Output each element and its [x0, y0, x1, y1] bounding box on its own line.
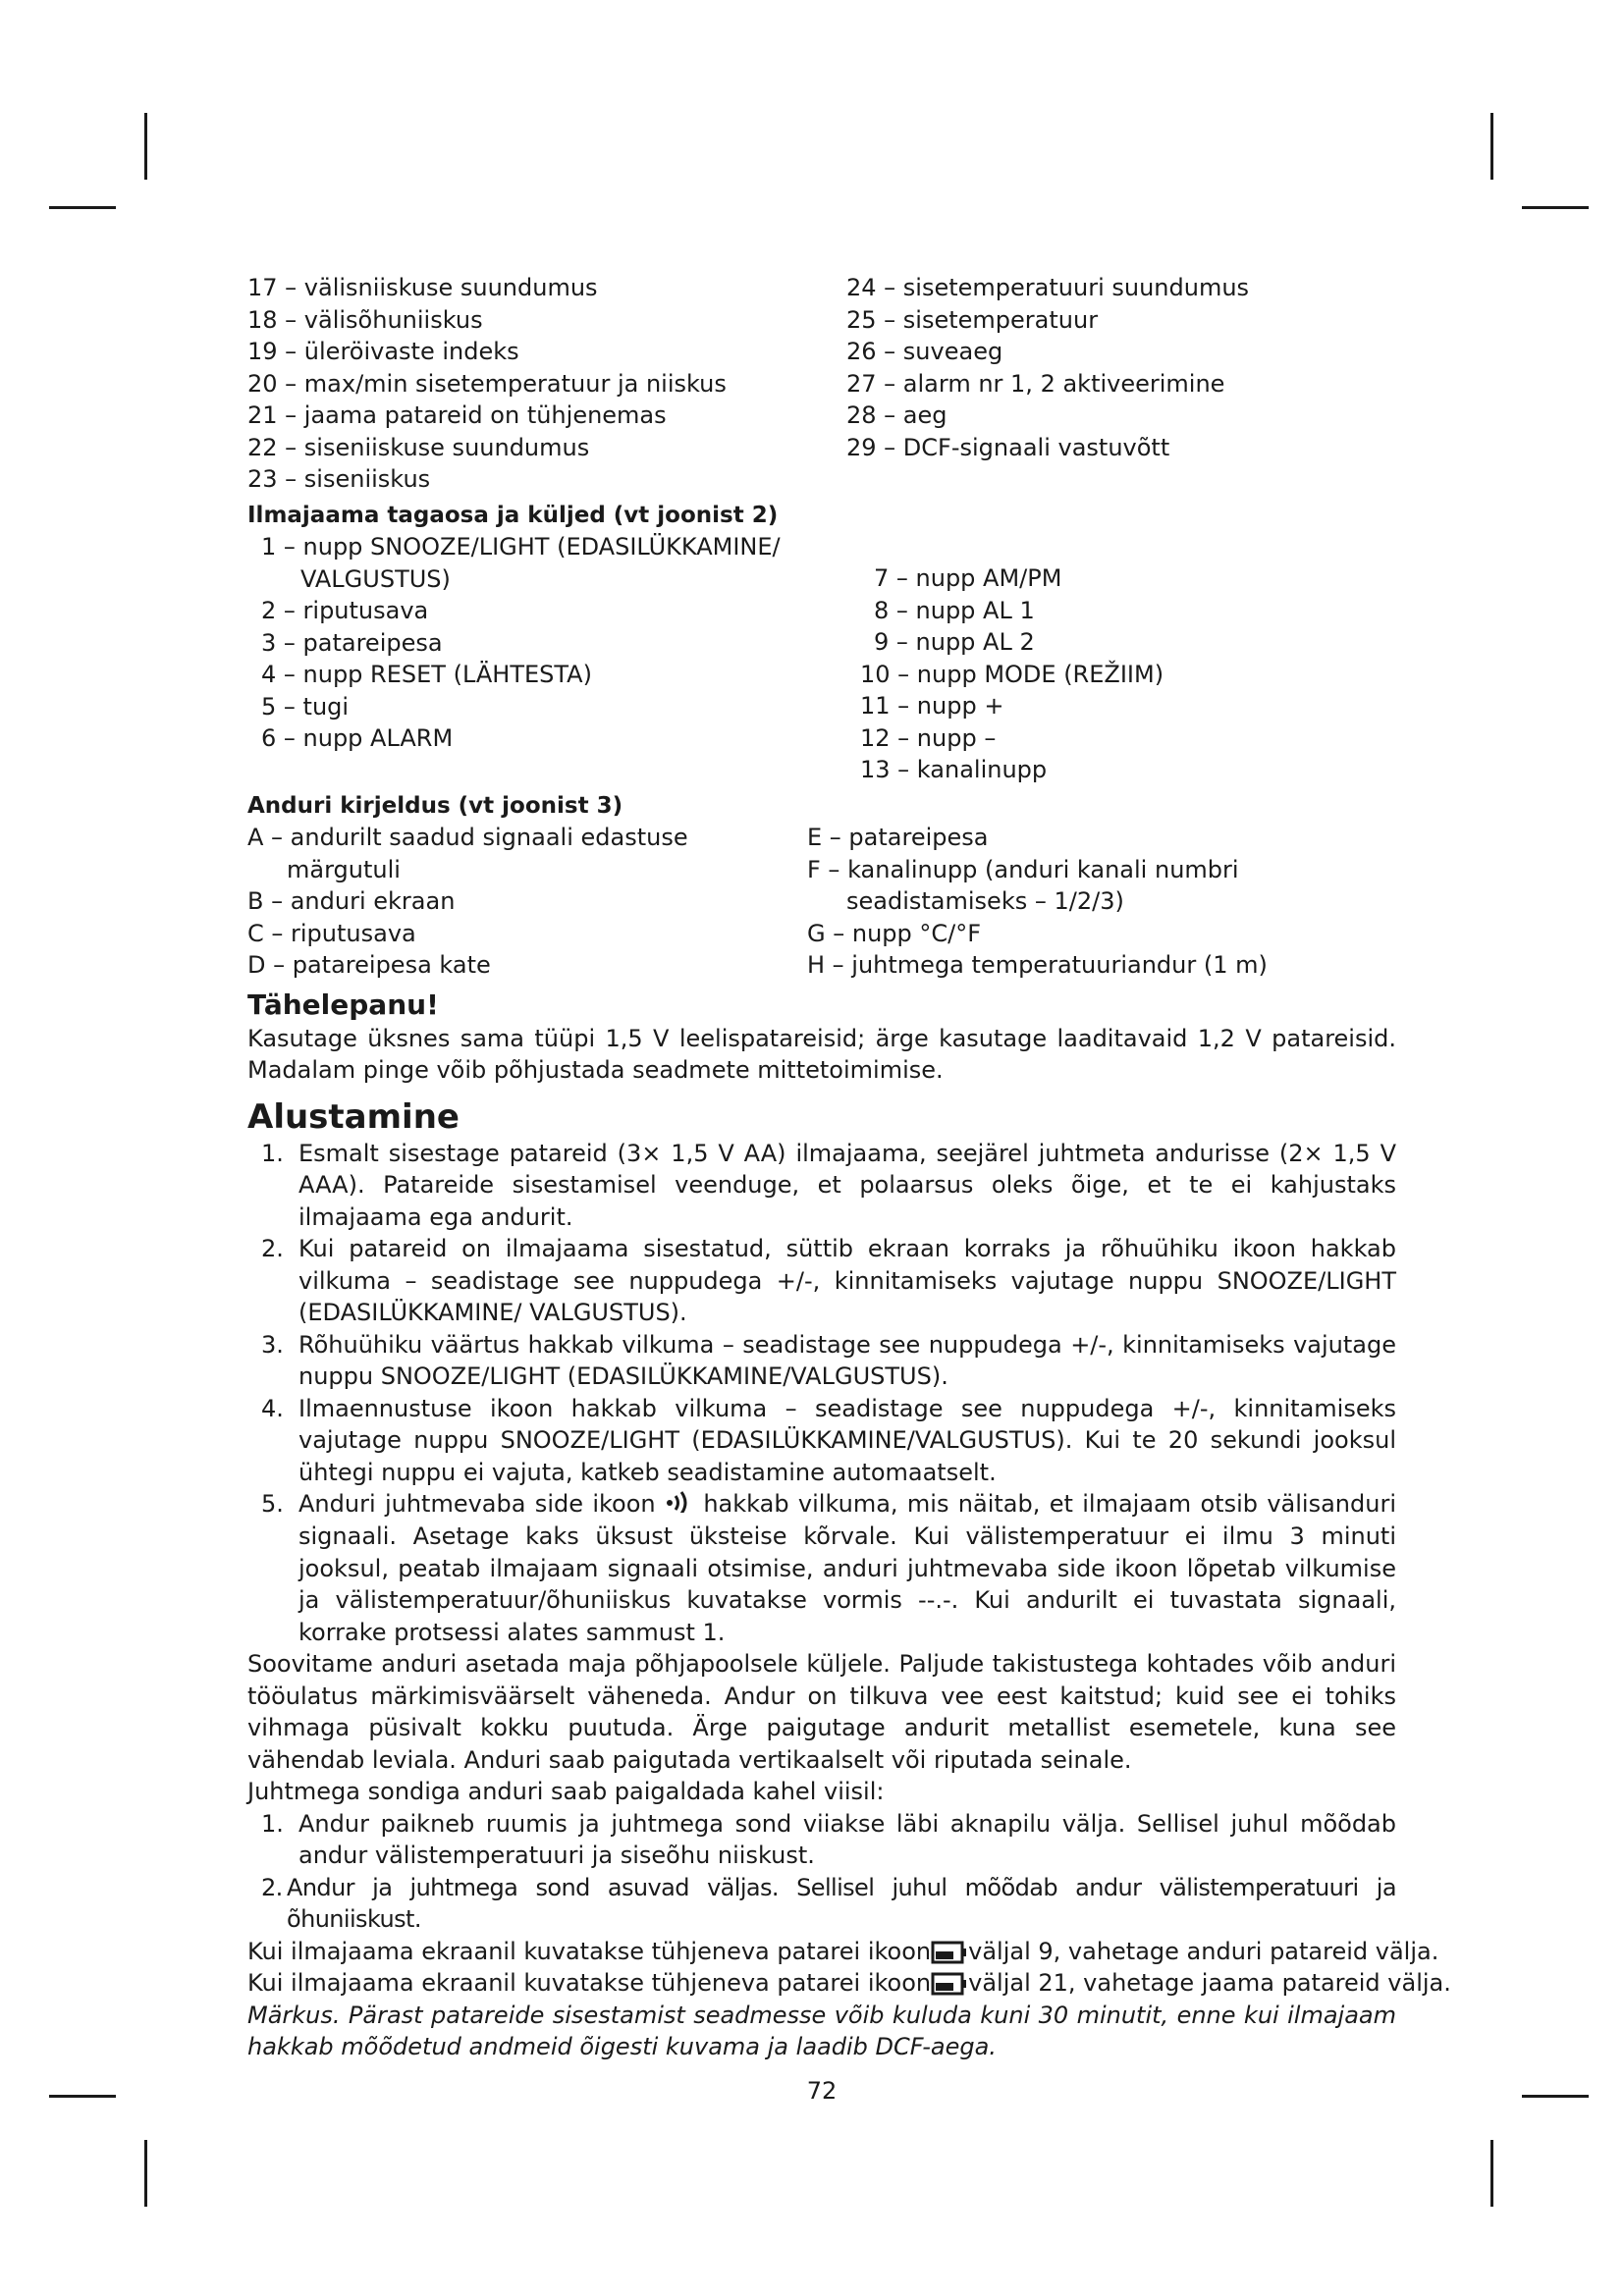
step-text: Andur ja juhtmega sond asuvad väljas. Sellisel juhul mõõdab andur välistemperatuuri ja õhuniiskust. — [287, 1873, 1396, 1934]
list-item — [247, 1329, 1396, 1393]
legend-item: 6 – nupp ALARM — [261, 724, 454, 752]
list-item — [247, 1808, 1396, 1872]
legend-item: 29 – DCF-signaali vastuvõtt — [846, 433, 1170, 461]
step-text: Kui patareid on ilmajaama sisestatud, süttib ekraan korraks ja rõhuühiku ikoon hakkab vilkuma – seadistage see nuppudega +/-, kinnitamiseks vajutage nuppu SNOOZE/LIGHT (EDASILÜKKAMINE/ VALGUSTUS). — [298, 1235, 1396, 1326]
legend-item: 21 – jaama patareid on tühjenemas — [247, 401, 667, 429]
list-item — [247, 1488, 1396, 1648]
legend-item: 25 – sisetemperatuur — [846, 305, 1099, 334]
legend-item: 1 – nupp SNOOZE/LIGHT (EDASILÜKKAMINE/ VALGUSTUS) — [261, 533, 781, 593]
legend-item: E – patareipesa — [807, 824, 989, 851]
legend-item: 20 – max/min sisetemperatuur ja niiskus — [247, 369, 727, 398]
crop-mark — [1522, 206, 1589, 209]
step-number: 5. — [261, 1490, 284, 1518]
page-number: 72 — [806, 2076, 838, 2105]
legend-item: 9 – nupp AL 2 — [874, 628, 1035, 656]
legend-item: 13 – kanalinupp — [860, 756, 1048, 783]
step-number: 1. — [261, 1809, 284, 1838]
legend-item: 10 – nupp MODE (REŽIIM) — [860, 660, 1164, 688]
legend-item: H – juhtmega temperatuuriandur (1 m) — [807, 951, 1268, 979]
legend-item: A – andurilt saadud signaali edastuse märgutuli — [247, 824, 688, 883]
sensor-legend — [247, 822, 1396, 982]
legend-item: 28 – aeg — [846, 401, 947, 429]
legend-item: 27 – alarm nr 1, 2 aktiveerimine — [846, 369, 1225, 398]
battery-line-sensor — [247, 1936, 1439, 1968]
legend-item: G – nupp °C/°F — [807, 919, 982, 947]
list-item — [247, 1138, 1396, 1234]
attention-text: Kasutage üksnes sama tüüpi 1,5 V leelispatareisid; ärge kasutage laaditavaid 1,2 V patareisid. Madalam pinge võib põhjustada seadmete mittetoimimise. — [247, 1024, 1396, 1084]
legend-item: F – kanalinupp (anduri kanali numbri seadistamiseks – 1/2/3) — [807, 855, 1239, 915]
step-number: 2. — [261, 1235, 284, 1262]
battery-text: Kui ilmajaama ekraanil kuvatakse tühjeneva patarei ikoon — [247, 1969, 932, 1998]
step-number: 3. — [261, 1330, 284, 1359]
legend-item: 23 – siseniiskus — [247, 465, 431, 493]
legend-item: 3 – patareipesa — [261, 628, 443, 657]
legend-item: 17 – välisniiskuse suundumus — [247, 274, 598, 301]
legend-item: 2 – riputusava — [261, 597, 429, 624]
step-text: Anduri juhtmevaba side ikoon — [298, 1490, 656, 1518]
legend-item: 7 – nupp AM/PM — [874, 564, 1062, 592]
legend-item: 26 – suveaeg — [846, 338, 1003, 365]
legend-item: 18 – välisõhuniiskus — [247, 305, 483, 334]
step-number: 2. — [261, 1873, 283, 1901]
back-legend — [247, 531, 1396, 786]
legend-item: 11 – nupp + — [860, 692, 1004, 720]
start-steps — [247, 1138, 1396, 1649]
legend-item: D – patareipesa kate — [247, 951, 491, 979]
legend-item: 12 – nupp – — [860, 723, 997, 752]
section-heading-sensor: Anduri kirjeldus (vt joonist 3) — [247, 792, 623, 819]
battery-text: väljal 21, vahetage jaama patareid välja. — [968, 1969, 1451, 1998]
attention-heading: Tähelepanu! — [247, 988, 439, 1021]
legend-item: B – anduri ekraan — [247, 887, 456, 915]
legend-item: 19 – üleröivaste indeks — [247, 338, 519, 365]
crop-mark — [49, 2095, 116, 2098]
low-battery-icon — [931, 1940, 968, 1965]
crop-mark — [144, 2140, 147, 2207]
battery-text: väljal 9, vahetage anduri patareid välja. — [968, 1937, 1439, 1965]
legend-item: 22 – siseniiskuse suundumus — [247, 433, 590, 461]
legend-item: 24 – sisetemperatuuri suundumus — [846, 274, 1250, 301]
low-battery-icon — [931, 1971, 968, 1997]
install-steps — [247, 1808, 1396, 1936]
legend-item: 8 – nupp AL 1 — [874, 596, 1035, 624]
wireless-signal-icon — [665, 1489, 694, 1522]
display-legend — [247, 272, 1396, 496]
battery-line-station — [247, 1967, 1451, 2000]
legend-item: 4 – nupp RESET (LÄHTESTA) — [261, 661, 592, 688]
legend-item: 5 – tugi — [261, 692, 350, 721]
battery-text: Kui ilmajaama ekraanil kuvatakse tühjeneva patarei ikoon — [247, 1937, 932, 1965]
page-content — [247, 272, 1451, 2107]
step-text: hakkab vilkuma, mis näitab, et ilmajaam otsib välisanduri signaali. Asetage kaks üksust üksteise kõrvale. Kui välistemperatuur ei ilmu 3 minuti jooksul, peatab ilmajaam signaali otsimise, anduri juhtmevaba side ikoon lõpetab vilkumise ja välistemperatuur/õhuniiskus kuvatakse vormis --.-. Kui andurilt ei tuvastata signaali, korrake protsessi alates sammust 1. — [298, 1490, 1396, 1646]
step-text: Rõhuühiku väärtus hakkab vilkuma – seadistage see nuppudega +/-, kinnitamiseks vajutage nuppu SNOOZE/LIGHT (EDASILÜKKAMINE/VALGUSTUS). — [298, 1330, 1396, 1390]
section-heading-back: Ilmajaama tagaosa ja küljed (vt joonist 2) — [247, 502, 779, 528]
step-text: Esmalt sisestage patareid (3× 1,5 V AA) ilmajaama, seejärel juhtmeta andurisse (2× 1,5 V AAA). Patareide sisestamisel veenduge, et polaarsus oleks õige, et te ei kahjustaks ilmajaama ega andurit. — [298, 1139, 1396, 1231]
crop-mark — [1490, 2140, 1493, 2207]
list-item — [247, 1233, 1396, 1329]
legend-item: C – riputusava — [247, 919, 416, 947]
crop-mark — [1490, 113, 1493, 180]
start-heading: Alustamine — [247, 1096, 460, 1137]
step-text: Andur paikneb ruumis ja juhtmega sond viiakse läbi aknapilu välja. Sellisel juhul mõõdab andur välistemperatuuri ja siseõhu niiskust. — [298, 1809, 1396, 1870]
crop-mark — [144, 113, 147, 180]
note-text: Märkus. Pärast patareide sisestamist seadmesse võib kuluda kuni 30 minutit, enne kui ilmajaam hakkab mõõdetud andmeid õigesti kuvama ja laadib DCF-aega. — [247, 2001, 1396, 2061]
step-number: 1. — [261, 1139, 284, 1167]
crop-mark — [1522, 2095, 1589, 2098]
step-text: Ilmaennustuse ikoon hakkab vilkuma – seadistage see nuppudega +/-, kinnitamiseks vajutage nuppu SNOOZE/LIGHT (EDASILÜKKAMINE/VALGUSTUS). Kui te 20 sekundi jooksul ühtegi nuppu ei vajuta, katkeb seadistamine automaatselt. — [298, 1394, 1396, 1486]
recommendation-text: Soovitame anduri asetada maja põhjapoolsele küljele. Paljude takistustega kohtades võib anduri tööulatus märkimisväärselt väheneda. Andur on tilkuva vee eest kaitstud; kuid see ei tohiks vihmaga püsivalt kokku puutuda. Ärge paigutage andurit metallist esemetele, kuna see vähendab leviala. Anduri saab paigutada vertikaalselt või riputada seinale. — [247, 1650, 1396, 1774]
crop-mark — [49, 206, 116, 209]
list-item — [247, 1872, 1396, 1936]
install-intro: Juhtmega sondiga anduri saab paigaldada kahel viisil: — [247, 1778, 885, 1806]
step-number: 4. — [261, 1394, 284, 1422]
list-item — [247, 1393, 1396, 1489]
